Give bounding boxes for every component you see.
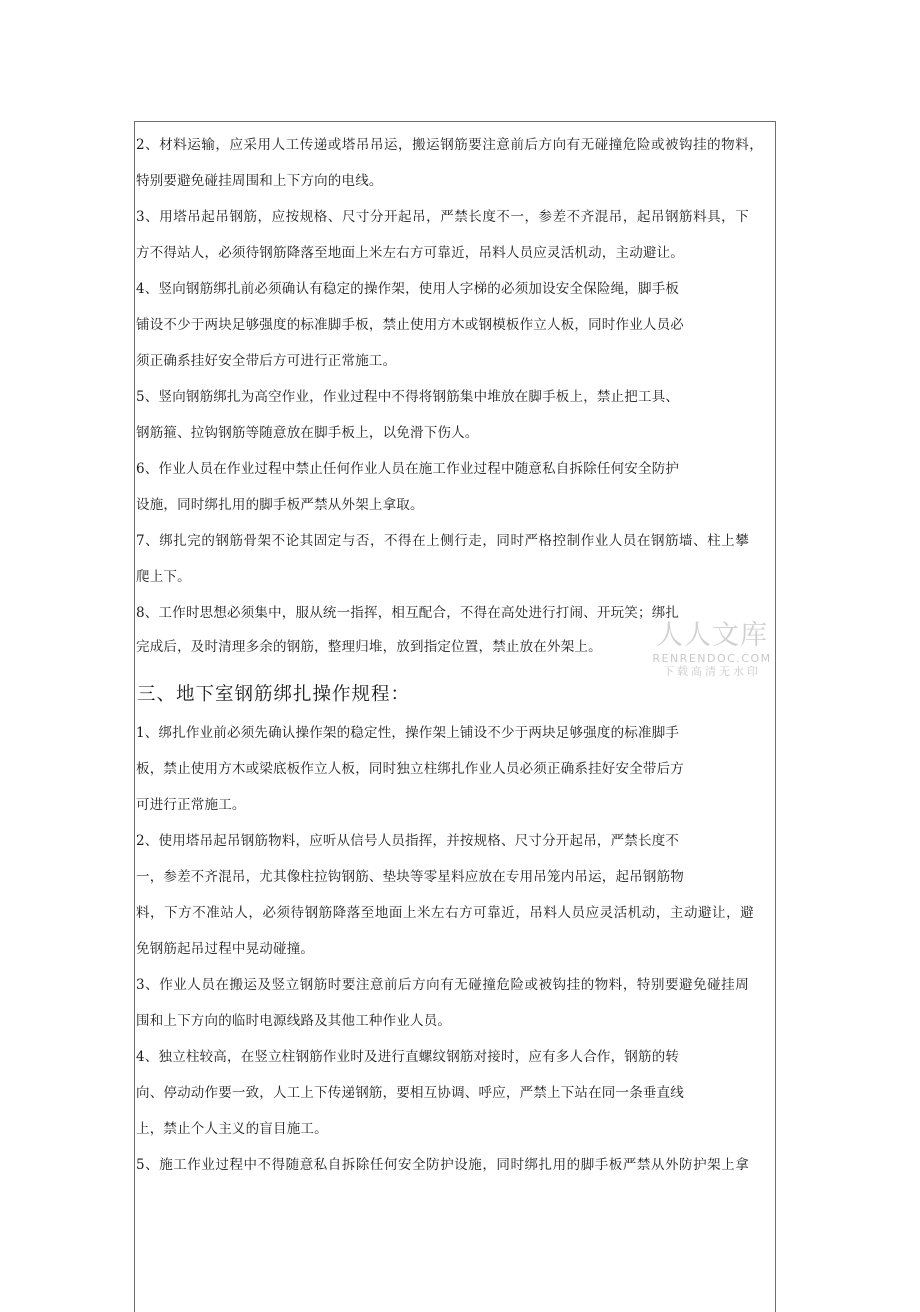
section-line: 板，禁止使用方木或梁底板作立人板，同时独立柱绑扎作业人员必须正确系挂好安全带后方 xyxy=(136,761,684,777)
section-line: 可进行正常施工。 xyxy=(136,797,246,813)
section-line: 1、绑扎作业前必须先确认操作架的稳定性，操作架上铺设不少于两块足够强度的标准脚手 xyxy=(136,725,680,741)
section-line: 上，禁止个人主义的盲目施工。 xyxy=(136,1121,328,1137)
section-line: 围和上下方向的临时电源线路及其他工种作业人员。 xyxy=(136,1013,452,1029)
body-line: 须正确系挂好安全带后方可进行正常施工。 xyxy=(136,353,397,369)
section-line: 向、停动动作要一致，人工上下传递钢筋，要相互协调、呼应，严禁上下站在同一条垂直线 xyxy=(136,1085,684,1101)
body-line: 方不得站人，必须待钢筋降落至地面上米左右方可靠近，吊料人员应灵活机动，主动避让。 xyxy=(136,245,684,261)
watermark-domain: RENRENDOC.COM xyxy=(652,652,772,665)
section-line: 3、作业人员在搬运及竖立钢筋时要注意前后方向有无碰撞危险或被钩挂的物料，特别要避免碰挂周 xyxy=(136,977,750,993)
section-line: 免钢筋起吊过程中晃动碰撞。 xyxy=(136,941,315,957)
body-line: 6、作业人员在作业过程中禁止任何作业人员在施工作业过程中随意私自拆除任何安全防护 xyxy=(136,461,680,477)
body-line: 完成后，及时清理多余的钢筋，整理归堆，放到指定位置，禁止放在外架上。 xyxy=(136,639,602,655)
section-line: 一，参差不齐混吊，尤其像柱拉钩钢筋、垫块等零星料应放在专用吊笼内吊运，起吊钢筋物 xyxy=(136,869,684,885)
body-line: 特别要避免碰挂周围和上下方向的电线。 xyxy=(136,173,383,189)
watermark-title: 人人文库 xyxy=(656,620,768,651)
section-heading: 三、地下室钢筋绑扎操作规程： xyxy=(137,684,411,705)
section-line: 料，下方不准站人，必须待钢筋降落至地面上米左右方可靠近，吊料人员应灵活机动，主动避让，避 xyxy=(136,905,755,921)
section-line: 5、施工作业过程中不得随意私自拆除任何安全防护设施，同时绑扎用的脚手板严禁从外防护架上拿 xyxy=(136,1157,750,1173)
body-line: 7、绑扎完的钢筋骨架不论其固定与否，不得在上侧行走，同时严格控制作业人员在钢筋墙、柱上攀 xyxy=(136,533,750,549)
section-line: 4、独立柱较高，在竖立柱钢筋作业时及进行直螺纹钢筋对接时，应有多人合作，钢筋的转 xyxy=(136,1049,680,1065)
body-line: 8、工作时思想必须集中，服从统一指挥，相互配合，不得在高处进行打闹、开玩笑；绑扎 xyxy=(136,605,680,621)
body-line: 3、用塔吊起吊钢筋，应按规格、尺寸分开起吊，严禁长度不一，参差不齐混吊，起吊钢筋料具，下 xyxy=(136,209,750,225)
body-line: 钢筋箍、拉钩钢筋等随意放在脚手板上，以免滑下伤人。 xyxy=(136,425,479,441)
body-line: 2、材料运输，应采用人工传递或塔吊吊运，搬运钢筋要注意前后方向有无碰撞危险或被钩挂的物料， xyxy=(136,137,764,153)
body-line: 设施，同时绑扎用的脚手板严禁从外架上拿取。 xyxy=(136,497,424,513)
watermark xyxy=(650,620,774,679)
section-line: 2、使用塔吊起吊钢筋物料，应听从信号人员指挥，并按规格、尺寸分开起吊，严禁长度不 xyxy=(136,833,680,849)
body-line: 5、竖向钢筋绑扎为高空作业，作业过程中不得将钢筋集中堆放在脚手板上，禁止把工具、 xyxy=(136,389,680,405)
body-line: 爬上下。 xyxy=(136,569,191,585)
watermark-subtitle: 下载高清无水印 xyxy=(663,665,761,678)
body-line: 4、竖向钢筋绑扎前必须确认有稳定的操作架，使用人字梯的必须加设安全保险绳，脚手板 xyxy=(136,281,680,297)
body-line: 铺设不少于两块足够强度的标准脚手板，禁止使用方木或钢模板作立人板，同时作业人员必 xyxy=(136,317,684,333)
